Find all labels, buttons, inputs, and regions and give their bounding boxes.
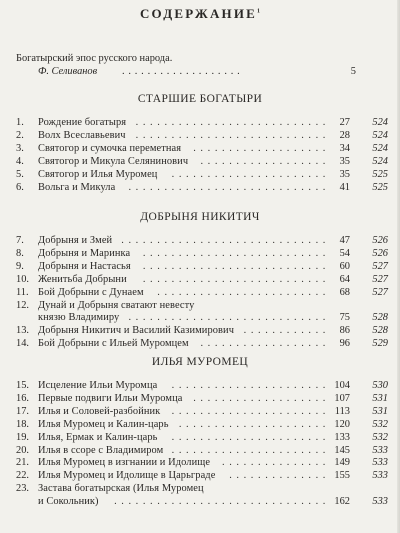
title-footnote-mark: 1 — [257, 8, 261, 15]
entry-number: 16. — [16, 392, 29, 404]
toc-entry — [0, 273, 400, 286]
entry-title: Женитьба Добрыни — [38, 273, 127, 285]
entry-page-number: 145 — [334, 444, 350, 456]
leader-dots: ............................. — [121, 235, 330, 246]
leader-dots: .................. — [200, 338, 330, 350]
entry-commentary-page: 529 — [372, 338, 388, 350]
entry-page-number: 27 — [339, 117, 350, 128]
entry-number: 20. — [16, 444, 29, 456]
entry-page-number: 107 — [334, 392, 350, 404]
entry-page-number: 47 — [339, 235, 350, 246]
entry-commentary-page: 531 — [372, 392, 388, 404]
entry-commentary-page: 527 — [372, 273, 388, 285]
entry-number: 13. — [16, 325, 29, 337]
toc-entry — [0, 129, 400, 142]
leader-dots: ................... — [193, 392, 330, 404]
entry-title: Илья, Ермак и Калин-царь — [38, 431, 158, 443]
toc-entry — [0, 299, 400, 312]
section-heading: ИЛЬЯ МУРОМЕЦ — [151, 356, 249, 368]
entry-page-number: 96 — [339, 338, 350, 350]
entry-page-number: 75 — [339, 312, 350, 324]
entry-title: Волх Всеславьевич — [38, 129, 126, 141]
intro-dots: . . . . . . . . . . . . . . . . . . . — [122, 66, 241, 77]
toc-entry — [0, 247, 400, 260]
entry-title: Илья Муромец в изгнании и Идолище — [38, 457, 211, 469]
entry-commentary-page: 532 — [372, 418, 388, 430]
leader-dots: ...................... — [171, 405, 330, 417]
entry-commentary-page: 531 — [372, 405, 388, 417]
entry-commentary-page: 533 — [372, 470, 388, 482]
entry-title: Бой Добрыни с Ильей Муромцем — [38, 338, 189, 350]
leader-dots: ...................... — [171, 431, 330, 443]
entry-number: 5. — [16, 168, 24, 180]
entry-commentary-page: 526 — [372, 235, 388, 246]
entry-number: 3. — [16, 142, 24, 154]
entry-number: 7. — [16, 235, 24, 246]
entry-number: 10. — [16, 273, 29, 285]
entry-commentary-page: 527 — [372, 286, 388, 298]
entry-commentary-page: 525 — [372, 168, 388, 180]
entry-number: 11. — [16, 286, 29, 298]
toc-entry — [0, 311, 400, 324]
entry-number: 6. — [16, 181, 24, 193]
leader-dots: ............................ — [128, 181, 330, 193]
entry-title: Святогор и сумочка переметная — [38, 142, 182, 154]
toc-entry — [0, 181, 400, 194]
leader-dots: ...................... — [171, 444, 330, 456]
entry-page-number: 34 — [339, 142, 350, 154]
entry-title: Рождение богатыря — [38, 117, 127, 128]
entry-title: Дунай и Добрыня сватают невесту — [38, 299, 195, 311]
leader-dots: .............................. — [114, 496, 330, 508]
toc-entry — [0, 431, 400, 444]
leader-dots: .......................... — [142, 273, 330, 285]
entry-page-number: 64 — [339, 273, 350, 285]
leader-dots: .......................... — [142, 260, 330, 272]
entry-number: 2. — [16, 129, 24, 141]
entry-commentary-page: 533 — [372, 457, 388, 469]
entry-page-number: 149 — [334, 457, 350, 469]
section-heading: ДОБРЫНЯ НИКИТИЧ — [140, 211, 260, 223]
entry-title: Илья в ссоре с Владимиром — [38, 444, 164, 456]
toc-entry — [0, 260, 400, 273]
entry-number: 18. — [16, 418, 29, 430]
entry-title: Святогор и Илья Муромец — [38, 168, 158, 180]
entry-number: 14. — [16, 338, 29, 350]
entry-number: 17. — [16, 405, 29, 417]
leader-dots: ........................ — [157, 286, 330, 298]
toc-entry — [0, 116, 400, 129]
entry-title: Илья Муромец и Идолище в Царьграде — [38, 470, 216, 482]
toc-entry — [0, 155, 400, 168]
toc-entry — [0, 495, 400, 508]
entry-commentary-page: 532 — [372, 431, 388, 443]
entry-title: Добрыня и Змей — [38, 235, 113, 246]
leader-dots: ................... — [193, 142, 330, 154]
entry-title: Добрыня и Маринка — [38, 247, 131, 259]
entry-title: Бой Добрыни с Дунаем — [38, 286, 144, 298]
entry-title: Добрыня Никитич и Василий Казимирович — [38, 325, 235, 337]
entry-page-number: 104 — [334, 380, 350, 391]
leader-dots: ............ — [243, 325, 330, 337]
leader-dots: ............... — [222, 457, 330, 469]
toc-entry — [0, 324, 400, 337]
toc-entry — [0, 444, 400, 457]
entry-title: и Сокольник) — [38, 496, 99, 508]
entry-number: 8. — [16, 247, 24, 259]
entry-number: 4. — [16, 155, 24, 167]
entry-number: 22. — [16, 470, 29, 482]
entry-commentary-page: 533 — [372, 496, 388, 508]
entry-commentary-page: 525 — [372, 181, 388, 193]
entry-title: Застава богатырская (Илья Муромец — [38, 483, 204, 495]
entry-number: 9. — [16, 260, 24, 272]
entry-commentary-page: 528 — [372, 312, 388, 324]
entry-number: 21. — [16, 457, 29, 469]
section-heading: СТАРШИЕ БОГАТЫРИ — [137, 93, 263, 105]
entry-commentary-page: 524 — [372, 155, 388, 167]
leader-dots: ........................... — [135, 117, 330, 128]
entry-title: Илья Муромец и Калин-царь — [38, 418, 169, 430]
entry-page-number: 113 — [334, 405, 350, 417]
leader-dots: ..................... — [178, 418, 330, 430]
entry-page-number: 35 — [339, 168, 350, 180]
page-title — [0, 6, 400, 22]
entry-title: князю Владимиру — [38, 312, 120, 324]
entry-number: 23. — [16, 483, 29, 495]
entry-number: 19. — [16, 431, 29, 443]
entry-title: Первые подвиги Ильи Муромца — [38, 392, 183, 404]
toc-entry — [0, 456, 400, 469]
entry-number: 12. — [16, 299, 29, 311]
entry-page-number: 41 — [339, 181, 350, 193]
leader-dots: ............................ — [128, 312, 330, 324]
entry-commentary-page: 524 — [372, 117, 388, 128]
entry-page-number: 133 — [334, 431, 350, 443]
toc-entry — [0, 469, 400, 482]
entry-page-number: 35 — [339, 155, 350, 167]
leader-dots: .............. — [229, 470, 330, 482]
entry-commentary-page: 527 — [372, 260, 388, 272]
title-text: СОДЕРЖАНИЕ — [139, 6, 258, 21]
entry-page-number: 28 — [339, 129, 350, 141]
entry-commentary-page: 533 — [372, 444, 388, 456]
leader-dots: ........................... — [135, 129, 330, 141]
entry-page-number: 60 — [339, 260, 350, 272]
entry-commentary-page: 528 — [372, 325, 388, 337]
toc-entry — [0, 392, 400, 405]
leader-dots: ...................... — [171, 168, 330, 180]
entry-commentary-page: 524 — [372, 129, 388, 141]
entry-commentary-page: 524 — [372, 142, 388, 154]
toc-entry — [0, 418, 400, 431]
entry-page-number: 120 — [334, 418, 350, 430]
entry-title: Вольга и Микула — [38, 181, 116, 193]
intro-title: Богатырский эпос русского народа. — [16, 53, 173, 64]
entry-title: Добрыня и Настасья — [38, 260, 131, 272]
entry-title: Илья и Соловей-разбойник — [38, 405, 161, 417]
toc-entry — [0, 379, 400, 392]
entry-page-number: 68 — [339, 286, 350, 298]
leader-dots: .......................... — [142, 247, 330, 259]
intro-page-number: 5 — [350, 66, 356, 77]
leader-dots: ...................... — [171, 380, 330, 391]
entry-title: Исцеление Ильи Муромца — [38, 380, 158, 391]
toc-entry — [0, 234, 400, 247]
entry-number: 1. — [16, 117, 24, 128]
entry-page-number: 155 — [334, 470, 350, 482]
toc-entry — [0, 142, 400, 155]
entry-page-number: 54 — [339, 247, 350, 259]
entry-title: Святогор и Микула Селянинович — [38, 155, 189, 167]
entry-page-number: 162 — [334, 496, 350, 508]
toc-entry — [0, 482, 400, 495]
toc-entry — [0, 405, 400, 418]
toc-entry — [0, 168, 400, 181]
leader-dots: .................. — [200, 155, 330, 167]
entry-commentary-page: 530 — [372, 380, 388, 391]
toc-entry — [0, 286, 400, 299]
intro-author: Ф. Селиванов — [38, 66, 98, 77]
entry-number: 15. — [16, 380, 29, 391]
toc-entry — [0, 337, 400, 350]
entry-page-number: 86 — [339, 325, 350, 337]
entry-commentary-page: 526 — [372, 247, 388, 259]
